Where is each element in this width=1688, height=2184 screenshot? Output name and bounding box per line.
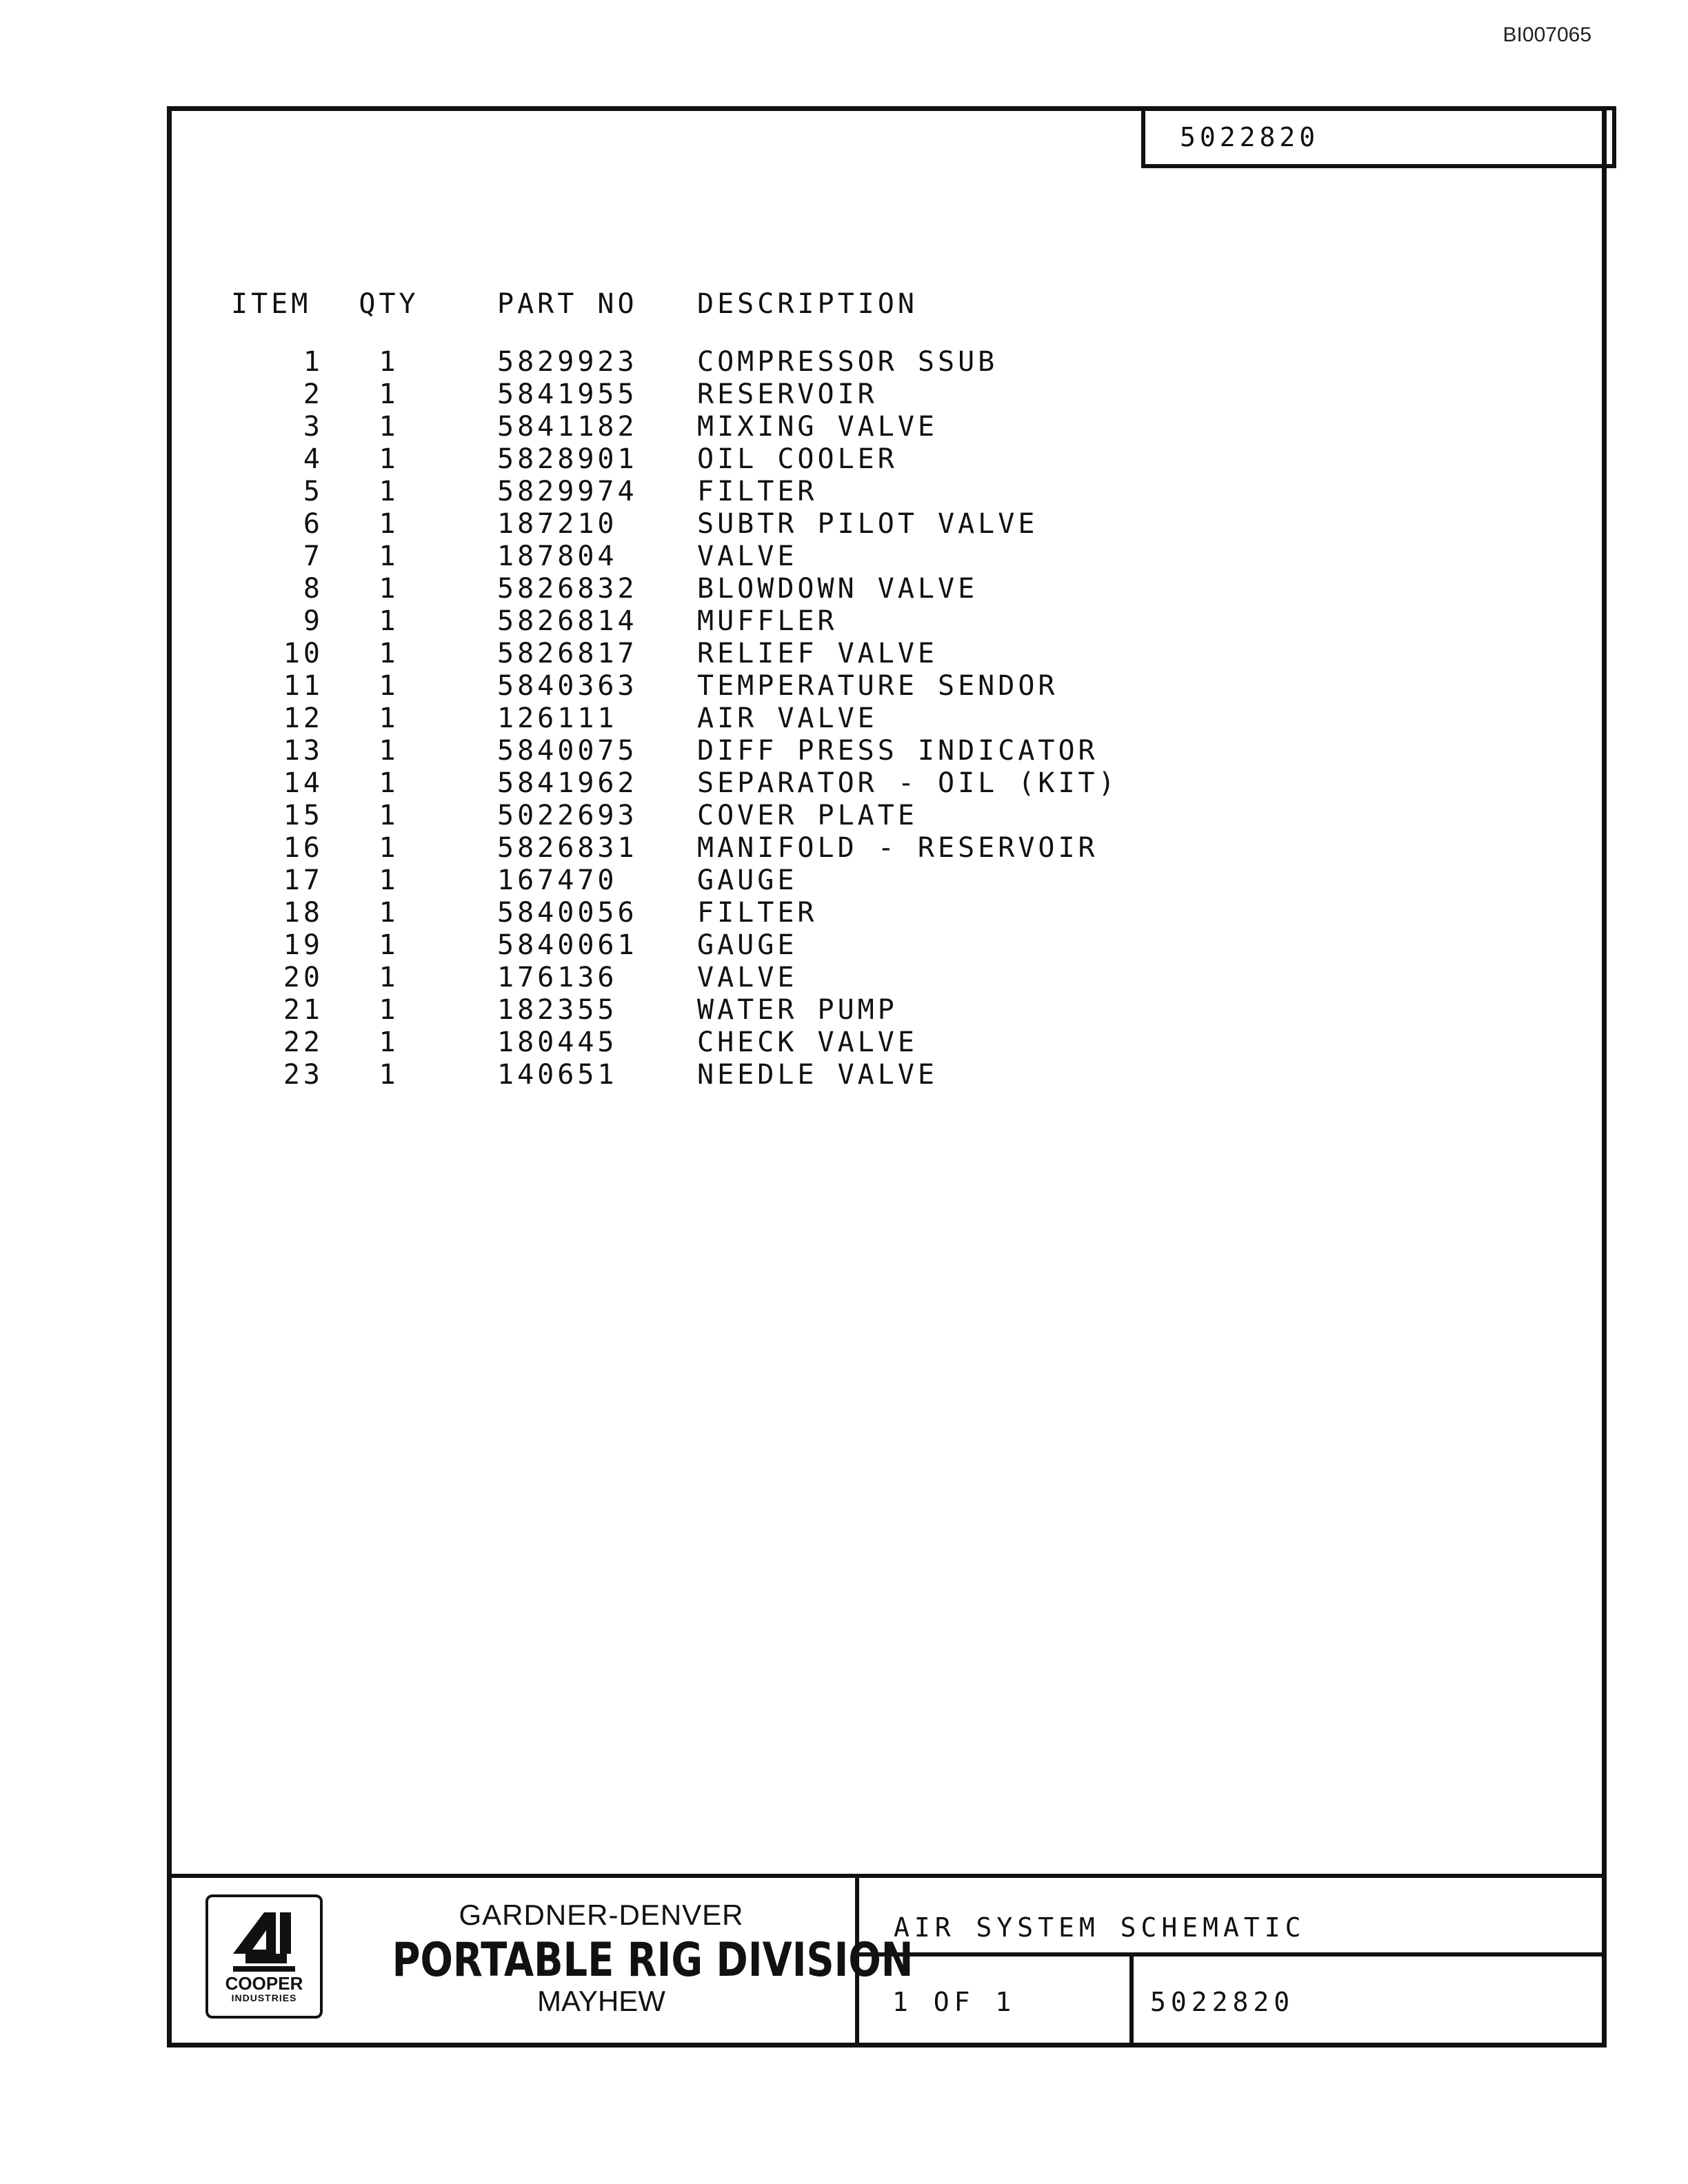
part-no-cell: 5022693 (497, 799, 638, 831)
description-cell: WATER PUMP (697, 993, 898, 1026)
item-cell: 12 (283, 702, 323, 734)
description-cell: COVER PLATE (697, 799, 918, 831)
cooper-logo-icon (226, 1905, 302, 1974)
item-cell: 2 (303, 378, 323, 410)
part-no-cell: 5840056 (497, 896, 638, 929)
description-cell: FILTER (697, 475, 818, 507)
company-line-location: MAYHEW (537, 1985, 665, 2017)
table-row (227, 1026, 1118, 1058)
table-header-row (227, 283, 1118, 325)
table-row (227, 475, 1118, 507)
part-no-cell: 5840363 (497, 669, 638, 702)
item-cell: 18 (283, 896, 323, 929)
qty-cell: 1 (379, 637, 399, 669)
part-no-cell: 5828901 (497, 443, 638, 475)
table-row (227, 864, 1118, 896)
description-cell: VALVE (697, 961, 798, 993)
part-no-cell: 5829923 (497, 345, 638, 378)
item-cell: 22 (283, 1026, 323, 1058)
item-cell: 6 (303, 507, 323, 540)
qty-cell: 1 (379, 1026, 399, 1058)
table-row (227, 961, 1118, 993)
table-row (227, 1058, 1118, 1091)
part-no-cell: 5829974 (497, 475, 638, 507)
part-no-cell: 126111 (497, 702, 618, 734)
cooper-industries-logo (205, 1894, 323, 2019)
item-cell: 5 (303, 475, 323, 507)
part-no-cell: 5840061 (497, 929, 638, 961)
item-cell: 8 (303, 572, 323, 605)
part-no-cell: 5841962 (497, 767, 638, 799)
qty-cell: 1 (379, 896, 399, 929)
qty-cell: 1 (379, 702, 399, 734)
qty-cell: 1 (379, 831, 399, 864)
part-no-cell: 140651 (497, 1058, 618, 1091)
table-row (227, 540, 1118, 572)
table-row (227, 831, 1118, 864)
description-cell: MANIFOLD - RESERVOIR (697, 831, 1098, 864)
qty-cell: 1 (379, 1058, 399, 1091)
company-line-gardner-denver: GARDNER-DENVER (459, 1899, 744, 1931)
part-no-cell: 5841182 (497, 410, 638, 443)
description-cell: GAUGE (697, 864, 798, 896)
table-row (227, 702, 1118, 734)
qty-cell: 1 (379, 572, 399, 605)
logo-text-industries: INDUSTRIES (231, 1992, 297, 2003)
qty-cell: 1 (379, 799, 399, 831)
table-body (227, 345, 1118, 1091)
part-no-cell: 5826814 (497, 605, 638, 637)
qty-cell: 1 (379, 507, 399, 540)
part-no-cell: 187210 (497, 507, 618, 540)
table-row (227, 572, 1118, 605)
qty-cell: 1 (379, 993, 399, 1026)
header-item: ITEM (231, 288, 312, 320)
qty-cell: 1 (379, 767, 399, 799)
description-cell: MIXING VALVE (697, 410, 938, 443)
item-cell: 9 (303, 605, 323, 637)
item-cell: 4 (303, 443, 323, 475)
header-part-no: PART NO (497, 288, 638, 320)
item-cell: 16 (283, 831, 323, 864)
description-cell: OIL COOLER (697, 443, 898, 475)
table-row (227, 605, 1118, 637)
description-cell: SEPARATOR - OIL (KIT) (697, 767, 1118, 799)
table-row (227, 929, 1118, 961)
document-id: BI007065 (1503, 23, 1591, 46)
qty-cell: 1 (379, 864, 399, 896)
qty-cell: 1 (379, 540, 399, 572)
table-row (227, 669, 1118, 702)
part-no-cell: 5826817 (497, 637, 638, 669)
company-name (346, 1899, 914, 2018)
part-no-cell: 5826831 (497, 831, 638, 864)
description-cell: VALVE (697, 540, 798, 572)
qty-cell: 1 (379, 605, 399, 637)
description-cell: CHECK VALVE (697, 1026, 918, 1058)
table-row (227, 443, 1118, 475)
drawing-number: 5022820 (1150, 1987, 1295, 2017)
table-row (227, 410, 1118, 443)
table-row (227, 767, 1118, 799)
qty-cell: 1 (379, 345, 399, 378)
item-cell: 23 (283, 1058, 323, 1091)
part-no-cell: 5841955 (497, 378, 638, 410)
table-row (227, 734, 1118, 767)
top-drawing-number: 5022820 (1141, 106, 1616, 168)
item-cell: 15 (283, 799, 323, 831)
description-cell: AIR VALVE (697, 702, 878, 734)
qty-cell: 1 (379, 669, 399, 702)
table-row (227, 799, 1118, 831)
table-row (227, 345, 1118, 378)
qty-cell: 1 (379, 929, 399, 961)
item-cell: 20 (283, 961, 323, 993)
title-block (167, 1874, 1607, 2048)
description-cell: NEEDLE VALVE (697, 1058, 938, 1091)
description-cell: DIFF PRESS INDICATOR (697, 734, 1098, 767)
part-no-cell: 182355 (497, 993, 618, 1026)
header-qty: QTY (359, 288, 419, 320)
item-cell: 14 (283, 767, 323, 799)
item-cell: 3 (303, 410, 323, 443)
description-cell: SUBTR PILOT VALVE (697, 507, 1038, 540)
table-row (227, 507, 1118, 540)
part-no-cell: 5840075 (497, 734, 638, 767)
header-description: DESCRIPTION (697, 288, 918, 320)
description-cell: RESERVOIR (697, 378, 878, 410)
drawing-title: AIR SYSTEM SCHEMATIC (859, 1878, 1607, 1957)
qty-cell: 1 (379, 961, 399, 993)
table-row (227, 993, 1118, 1026)
table-row (227, 378, 1118, 410)
drawing-frame (167, 106, 1607, 2048)
description-cell: RELIEF VALVE (697, 637, 938, 669)
description-cell: MUFFLER (697, 605, 838, 637)
drawing-info-block (859, 1878, 1607, 2048)
part-no-cell: 187804 (497, 540, 618, 572)
item-cell: 17 (283, 864, 323, 896)
item-cell: 10 (283, 637, 323, 669)
qty-cell: 1 (379, 378, 399, 410)
part-no-cell: 180445 (497, 1026, 618, 1058)
table-row (227, 637, 1118, 669)
qty-cell: 1 (379, 734, 399, 767)
item-cell: 21 (283, 993, 323, 1026)
item-cell: 7 (303, 540, 323, 572)
item-cell: 1 (303, 345, 323, 378)
part-no-cell: 5826832 (497, 572, 638, 605)
part-no-cell: 167470 (497, 864, 618, 896)
parts-table (227, 283, 1118, 1091)
description-cell: BLOWDOWN VALVE (697, 572, 978, 605)
qty-cell: 1 (379, 410, 399, 443)
item-cell: 19 (283, 929, 323, 961)
item-cell: 11 (283, 669, 323, 702)
description-cell: GAUGE (697, 929, 798, 961)
description-cell: TEMPERATURE SENDOR (697, 669, 1058, 702)
description-cell: FILTER (697, 896, 818, 929)
qty-cell: 1 (379, 475, 399, 507)
logo-text-cooper: COOPER (225, 1973, 303, 1994)
company-line-division: PORTABLE RIG DIVISION (392, 1933, 914, 1988)
table-row (227, 896, 1118, 929)
qty-cell: 1 (379, 443, 399, 475)
item-cell: 13 (283, 734, 323, 767)
part-no-cell: 176136 (497, 961, 618, 993)
company-block (167, 1878, 914, 2048)
sheet-number: 1 OF 1 (859, 1957, 1134, 2048)
description-cell: COMPRESSOR SSUB (697, 345, 998, 378)
